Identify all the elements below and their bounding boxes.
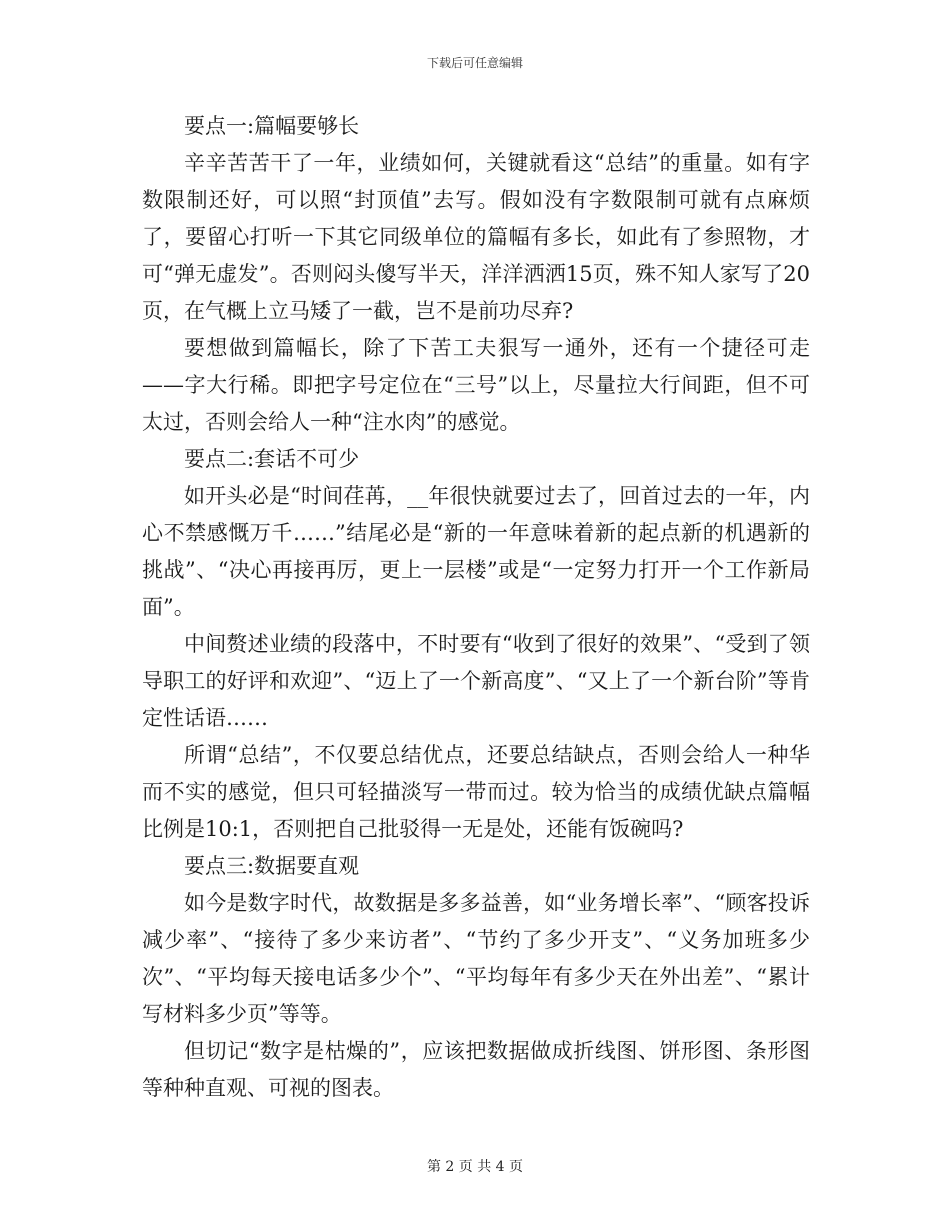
heading-point-three: 要点三:数据要直观: [184, 854, 360, 878]
paragraph: 要想做到篇幅长，除了下苦工夫狠写一通外，还有一个捷径可走——字大行稀。即把字号定位在“三号”以上，尽量拉大行间距，但不可太过，否则会给人一种“注水肉”的感觉。: [142, 336, 810, 434]
paragraph: 如开头必是“时间荏苒，__年很快就要过去了，回首过去的一年，内心不禁感慨万千……”结尾必是“新的一年意味着新的起点新的机遇新的挑战”、“决心再接再厉，更上一层楼”或是“一定努力打开一个工作新局面”。: [142, 484, 810, 619]
heading-point-one: 要点一:篇幅要够长: [184, 114, 360, 138]
paragraph: 所谓“总结”，不仅要总结优点，还要总结缺点，否则会给人一种华而不实的感觉，但只可轻描淡写一带而过。较为恰当的成绩优缺点篇幅比例是10:1，否则把自己批驳得一无是处，还能有饭碗吗?: [142, 743, 810, 841]
paragraph: 辛辛苦苦干了一年，业绩如何，关键就看这“总结”的重量。如有字数限制还好，可以照“封顶值”去写。假如没有字数限制可就有点麻烦了，要留心打听一下其它同级单位的篇幅有多长，如此有了参照物，才可“弹无虚发”。否则闷头傻写半天，洋洋洒洒15页，殊不知人家写了20页，在气概上立马矮了一截，岂不是前功尽弃?: [142, 151, 810, 323]
page-number: 第 2 页 共 4 页: [426, 1159, 524, 1175]
paragraph: 如今是数字时代，故数据是多多益善，如“业务增长率”、“顾客投诉减少率”、“接待了多少来访者”、“节约了多少开支”、“义务加班多少次”、“平均每天接电话多少个”、“平均每年有多少天在外出差”、“累计写材料多少页”等等。: [142, 891, 810, 1026]
page-header: 下载后可任意编辑: [426, 56, 523, 70]
paragraph: 中间赘述业绩的段落中，不时要有“收到了很好的效果”、“受到了领导职工的好评和欢迎”、“迈上了一个新高度”、“又上了一个新台阶”等肯定性话语……: [142, 632, 810, 730]
heading-point-two: 要点二:套话不可少: [184, 447, 360, 471]
paragraph: 但切记“数字是枯燥的”，应该把数据做成折线图、饼形图、条形图等种种直观、可视的图表。: [142, 1039, 810, 1100]
document-body: [142, 108, 810, 1107]
